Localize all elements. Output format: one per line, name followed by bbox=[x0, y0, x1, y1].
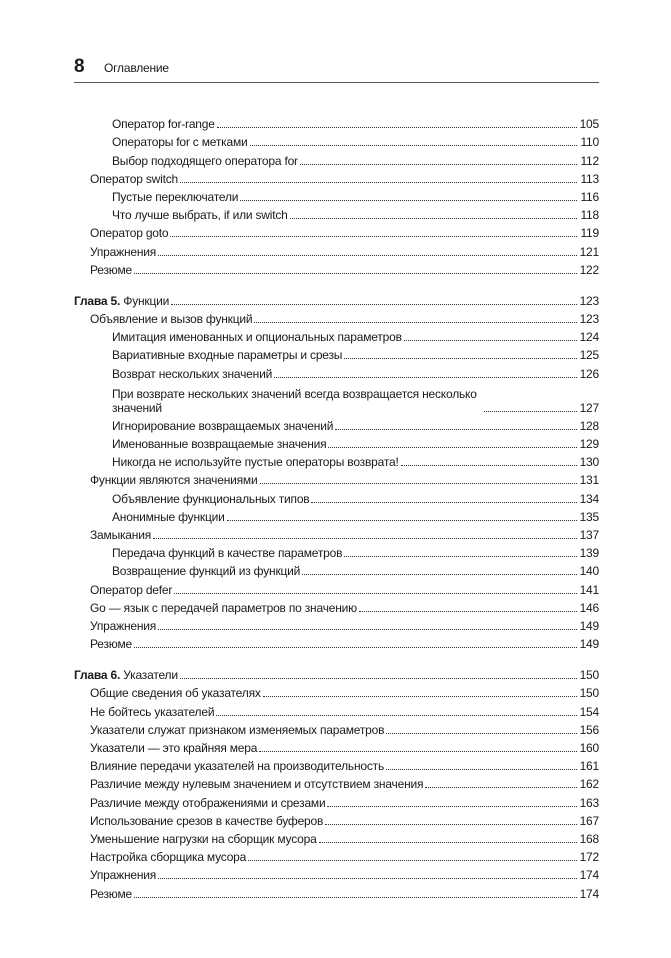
dot-leader bbox=[170, 235, 577, 237]
dot-leader bbox=[180, 181, 577, 183]
dot-leader bbox=[158, 254, 576, 256]
page-number: 8 bbox=[74, 56, 85, 77]
toc-page-number: 123 bbox=[579, 293, 599, 308]
dot-leader bbox=[386, 732, 576, 734]
toc-entry-title bbox=[112, 546, 342, 560]
dot-leader bbox=[327, 805, 576, 807]
toc-entry[interactable] bbox=[74, 469, 599, 487]
toc-page-number: 156 bbox=[579, 722, 599, 737]
toc-entry-text: При возврате нескольких значений всегда возвращается несколько значений bbox=[112, 386, 477, 415]
dot-leader bbox=[325, 823, 576, 825]
dot-leader bbox=[158, 877, 576, 879]
toc-page-number: 116 bbox=[580, 189, 599, 204]
toc-entry-text: Функции bbox=[120, 293, 170, 308]
toc-entry-title bbox=[112, 208, 288, 222]
toc-entry[interactable] bbox=[74, 633, 599, 651]
toc-entry-title bbox=[112, 367, 272, 381]
toc-entry[interactable] bbox=[74, 308, 599, 326]
toc-entry[interactable] bbox=[74, 755, 599, 773]
toc-page-number: 150 bbox=[579, 686, 599, 701]
toc-entry-text: Упражнения bbox=[90, 244, 157, 259]
toc-page-number: 125 bbox=[579, 348, 599, 363]
toc-entry[interactable] bbox=[74, 433, 599, 451]
toc-entry-text: Различие между нулевым значением и отсутствием значения bbox=[90, 777, 424, 792]
toc-page-number: 146 bbox=[579, 600, 599, 615]
toc-entry-text: Go — язык с передачей параметров по значению bbox=[90, 600, 357, 615]
dot-leader bbox=[171, 303, 576, 305]
toc-entry-title bbox=[90, 473, 258, 487]
dot-leader bbox=[359, 610, 577, 612]
toc-entry-text: Анонимные функции bbox=[112, 509, 225, 524]
toc-entry[interactable] bbox=[74, 773, 599, 791]
toc-page-number: 124 bbox=[579, 330, 599, 345]
toc-entry-text: Пустые переключатели bbox=[112, 189, 239, 204]
toc-entry[interactable] bbox=[74, 381, 599, 415]
dot-leader bbox=[386, 768, 577, 770]
toc-entry-title bbox=[90, 263, 132, 277]
toc-entry-text: Что лучше выбрать, if или switch bbox=[112, 208, 288, 223]
toc-entry-title bbox=[112, 135, 248, 149]
dot-leader bbox=[300, 163, 578, 165]
dot-leader bbox=[263, 695, 577, 697]
toc-entry-text: Выбор подходящего оператора for bbox=[112, 153, 298, 168]
toc-page-number: 154 bbox=[579, 704, 599, 719]
toc-entry[interactable] bbox=[74, 560, 599, 578]
toc-entry[interactable] bbox=[74, 506, 599, 524]
dot-leader bbox=[216, 714, 576, 716]
toc-entry-text: Уменьшение нагрузки на сборщик мусора bbox=[90, 831, 317, 846]
toc-entry-title bbox=[90, 686, 261, 700]
toc-entry-title bbox=[112, 564, 300, 578]
toc-entry-title bbox=[90, 312, 252, 326]
toc-entry-text: Различие между отображениями и срезами bbox=[90, 795, 326, 810]
toc-entry-text: Объявление и вызов функций bbox=[90, 312, 253, 327]
toc-page-number: 149 bbox=[579, 618, 599, 633]
toc-page-number: 149 bbox=[579, 637, 599, 652]
toc-entry-text: Оператор defer bbox=[90, 582, 173, 597]
toc-page-number: 135 bbox=[579, 509, 599, 524]
toc-entry[interactable] bbox=[74, 240, 599, 258]
toc-page-number: 150 bbox=[579, 668, 599, 683]
toc-entry-text: Игнорирование возвращаемых значений bbox=[112, 418, 334, 433]
toc-page-number: 174 bbox=[579, 886, 599, 901]
dot-leader bbox=[335, 428, 576, 430]
dot-leader bbox=[484, 410, 577, 412]
dot-leader bbox=[217, 126, 577, 128]
toc-page-number: 174 bbox=[579, 868, 599, 883]
toc-entry-title bbox=[90, 832, 317, 846]
toc-entry-title bbox=[90, 777, 423, 791]
dot-leader bbox=[180, 677, 577, 679]
toc-entry-title bbox=[112, 117, 215, 131]
toc-entry-title bbox=[90, 619, 156, 633]
dot-leader bbox=[134, 896, 577, 898]
toc-entry-text: Имитация именованных и опциональных параметров bbox=[112, 330, 402, 345]
dot-leader bbox=[259, 750, 576, 752]
toc-entry[interactable] bbox=[74, 326, 599, 344]
page-header bbox=[74, 56, 599, 83]
toc-entry-text: Функции являются значениями bbox=[90, 473, 258, 488]
dot-leader bbox=[274, 376, 577, 378]
toc-entry-text: Оператор goto bbox=[90, 226, 169, 241]
toc-entry[interactable] bbox=[74, 113, 599, 131]
toc-entry[interactable] bbox=[74, 682, 599, 700]
toc-entry-title bbox=[74, 294, 169, 308]
toc-page-number: 123 bbox=[579, 312, 599, 327]
toc-entry-text: Никогда не используйте пустые операторы возврата! bbox=[112, 455, 399, 470]
chapter-number: Глава 5. bbox=[74, 293, 121, 308]
toc-entry-title bbox=[90, 172, 178, 186]
chapter-number: Глава 6. bbox=[74, 668, 121, 683]
toc-entry[interactable] bbox=[74, 362, 599, 380]
toc-chapter-entry[interactable] bbox=[74, 290, 599, 308]
toc-section-gap bbox=[74, 277, 599, 290]
toc-entry-text: Операторы for с метками bbox=[112, 135, 248, 150]
dot-leader bbox=[158, 628, 576, 630]
toc-entry[interactable] bbox=[74, 168, 599, 186]
dot-leader bbox=[250, 144, 578, 146]
toc-entry-title bbox=[90, 850, 246, 864]
toc-page-number: 172 bbox=[579, 850, 599, 865]
toc-entry-text: Объявление функциональных типов bbox=[112, 491, 310, 506]
toc-entry-title bbox=[90, 637, 132, 651]
toc-entry[interactable] bbox=[74, 149, 599, 167]
dot-leader bbox=[344, 555, 576, 557]
toc-page-number: 141 bbox=[579, 582, 599, 597]
dot-leader bbox=[227, 519, 577, 521]
toc-entry-text: Оператор for-range bbox=[112, 117, 215, 132]
dot-leader bbox=[254, 321, 576, 323]
toc-entry-text: Замыкания bbox=[90, 527, 152, 542]
toc-page-number: 131 bbox=[579, 473, 599, 488]
toc-entry-title bbox=[90, 705, 214, 719]
dot-leader bbox=[134, 272, 577, 274]
toc-entry-title bbox=[90, 796, 325, 810]
toc-section-gap bbox=[74, 651, 599, 664]
toc-page-number: 134 bbox=[579, 491, 599, 506]
toc-entry[interactable] bbox=[74, 791, 599, 809]
toc-entry[interactable] bbox=[74, 204, 599, 222]
toc-entry[interactable] bbox=[74, 578, 599, 596]
toc-entry-text: Указатели bbox=[120, 668, 178, 683]
toc-entry[interactable] bbox=[74, 597, 599, 615]
toc-entry-text: Указатели служат признаком изменяемых параметров bbox=[90, 722, 385, 737]
dot-leader bbox=[248, 859, 576, 861]
toc-entry-title bbox=[90, 759, 384, 773]
toc-page-number: 128 bbox=[579, 418, 599, 433]
toc-entry[interactable] bbox=[74, 810, 599, 828]
dot-leader bbox=[401, 464, 577, 466]
toc-page-number: 112 bbox=[580, 153, 599, 168]
toc-entry-title bbox=[112, 190, 238, 204]
toc-page-number: 127 bbox=[579, 400, 599, 415]
dot-leader bbox=[290, 217, 578, 219]
toc-entry-text: Резюме bbox=[90, 637, 132, 652]
dot-leader bbox=[240, 199, 577, 201]
toc-page-number: 121 bbox=[579, 244, 599, 259]
dot-leader bbox=[344, 357, 576, 359]
toc-page-number: 126 bbox=[579, 366, 599, 381]
toc-page-number: 105 bbox=[579, 117, 599, 132]
toc-page-number: 113 bbox=[580, 171, 599, 186]
toc-page-number: 163 bbox=[579, 795, 599, 810]
toc-entry[interactable] bbox=[74, 615, 599, 633]
toc-entry[interactable] bbox=[74, 737, 599, 755]
dot-leader bbox=[153, 537, 577, 539]
dot-leader bbox=[404, 339, 577, 341]
toc-entry-text: Передача функций в качестве параметров bbox=[112, 546, 343, 561]
toc-chapter-entry[interactable] bbox=[74, 664, 599, 682]
toc-entry[interactable] bbox=[74, 700, 599, 718]
toc-page-number: 168 bbox=[579, 831, 599, 846]
toc-entry-title bbox=[112, 437, 326, 451]
page-header-title: Оглавление bbox=[104, 61, 169, 75]
toc-entry[interactable] bbox=[74, 451, 599, 469]
toc-entry-title bbox=[112, 510, 225, 524]
dot-leader bbox=[425, 786, 576, 788]
toc-entry-text: Вариативные входные параметры и срезы bbox=[112, 348, 343, 363]
toc-entry-title bbox=[90, 868, 156, 882]
toc-entry-text: Использование срезов в качестве буферов bbox=[90, 813, 324, 828]
toc-entry-text: Указатели — это крайняя мера bbox=[90, 741, 258, 755]
toc-entry-title bbox=[112, 348, 342, 362]
toc-entry-text: Резюме bbox=[90, 886, 132, 901]
toc-entry-title bbox=[74, 668, 178, 682]
toc-entry-title bbox=[90, 583, 172, 597]
dot-leader bbox=[302, 573, 576, 575]
toc-entry[interactable] bbox=[74, 487, 599, 505]
toc-entry-title bbox=[90, 245, 156, 259]
toc-entry-text: Влияние передачи указателей на производительность bbox=[90, 759, 384, 774]
toc-page-number: 139 bbox=[579, 546, 599, 561]
toc-page-number: 160 bbox=[579, 741, 599, 755]
toc-entry-title bbox=[112, 419, 333, 433]
toc-page-number: 137 bbox=[579, 527, 599, 542]
toc-page-number: 119 bbox=[580, 226, 599, 241]
toc-entry[interactable] bbox=[74, 186, 599, 204]
toc-page-number: 130 bbox=[579, 455, 599, 470]
toc-entry-title bbox=[112, 330, 402, 344]
toc-page-number: 129 bbox=[579, 437, 599, 451]
toc-page-number: 122 bbox=[579, 262, 599, 277]
toc-page-number: 140 bbox=[579, 564, 599, 579]
toc-entry-title bbox=[90, 601, 357, 615]
toc-entry-text: Настройка сборщика мусора bbox=[90, 850, 247, 865]
toc-entry[interactable] bbox=[74, 344, 599, 362]
toc-entry-text: Резюме bbox=[90, 262, 132, 277]
toc-page-number: 161 bbox=[579, 759, 599, 774]
dot-leader bbox=[260, 482, 577, 484]
toc-entry-title bbox=[90, 741, 257, 755]
toc-entry[interactable] bbox=[74, 259, 599, 277]
toc-page-number: 110 bbox=[580, 135, 599, 150]
toc-entry[interactable] bbox=[74, 131, 599, 149]
toc-entry[interactable] bbox=[74, 846, 599, 864]
toc-entry[interactable] bbox=[74, 542, 599, 560]
toc-entry-title bbox=[90, 814, 323, 828]
toc-entry-text: Возврат нескольких значений bbox=[112, 366, 273, 381]
toc-entry-text: Именованные возвращаемые значения bbox=[112, 437, 327, 451]
dot-leader bbox=[174, 592, 576, 594]
toc-page-number: 118 bbox=[580, 208, 599, 223]
dot-leader bbox=[311, 501, 576, 503]
toc-entry[interactable] bbox=[74, 828, 599, 846]
table-of-contents bbox=[74, 113, 599, 901]
toc-entry-text: Возвращение функций из функций bbox=[112, 564, 301, 579]
toc-entry-title bbox=[90, 528, 151, 542]
toc-entry[interactable] bbox=[74, 415, 599, 433]
dot-leader bbox=[328, 446, 576, 448]
toc-entry[interactable] bbox=[74, 719, 599, 737]
toc-entry-title bbox=[112, 492, 309, 506]
toc-entry-text: Упражнения bbox=[90, 618, 157, 633]
toc-entry-text: Оператор switch bbox=[90, 171, 178, 186]
toc-entry-title bbox=[90, 723, 384, 737]
dot-leader bbox=[134, 646, 577, 648]
toc-entry-title bbox=[112, 154, 298, 168]
toc-entry-title bbox=[90, 887, 132, 901]
toc-entry[interactable] bbox=[74, 222, 599, 240]
toc-page-number: 167 bbox=[579, 813, 599, 828]
dot-leader bbox=[319, 841, 577, 843]
toc-entry[interactable] bbox=[74, 524, 599, 542]
toc-entry-text: Упражнения bbox=[90, 868, 157, 883]
toc-entry[interactable] bbox=[74, 864, 599, 882]
toc-page-number: 162 bbox=[579, 777, 599, 792]
toc-entry-title bbox=[90, 226, 168, 240]
toc-entry-text: Не бойтесь указателей bbox=[90, 704, 215, 719]
toc-entry-title bbox=[112, 455, 399, 469]
toc-entry-title bbox=[112, 387, 482, 415]
toc-entry-text: Общие сведения об указателях bbox=[90, 686, 261, 701]
toc-entry[interactable] bbox=[74, 882, 599, 900]
